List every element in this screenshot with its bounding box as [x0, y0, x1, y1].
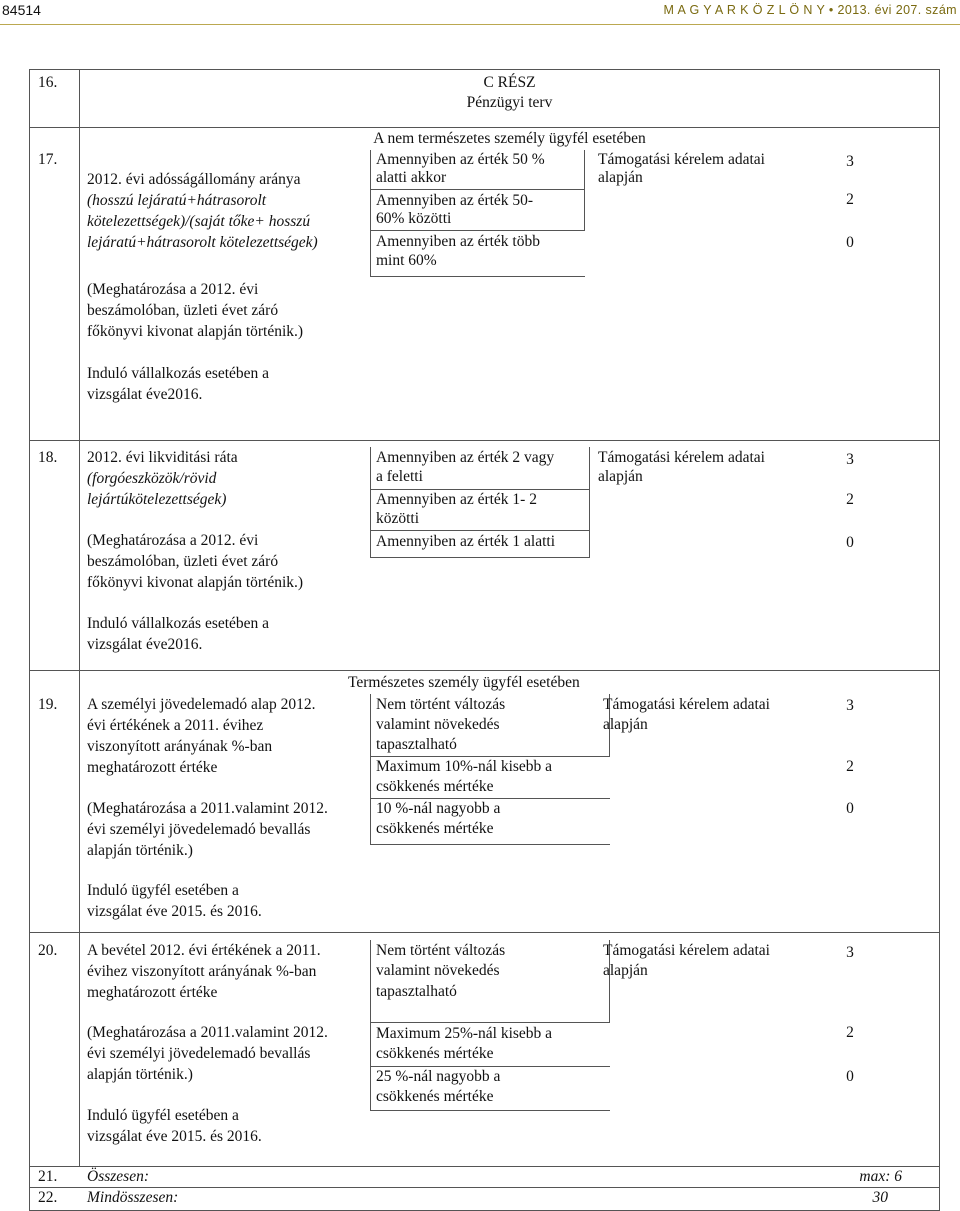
- row-number: 21.: [38, 1168, 58, 1185]
- running-title: M A G Y A R K Ö Z L Ö N Y • 2013. évi 207. szám: [663, 3, 957, 17]
- condition-line: Amennyiben az érték 2 vagy: [376, 449, 555, 466]
- criterion-line: (Meghatározása a 2012. évi: [87, 532, 259, 549]
- score: 3: [846, 153, 854, 170]
- basis-line: alapján: [603, 962, 648, 979]
- score: 0: [846, 1068, 854, 1085]
- basis-line: alapján: [598, 468, 643, 485]
- row-number: 18.: [38, 449, 58, 466]
- score: 3: [846, 451, 854, 468]
- criterion-line: vizsgálat éve 2015. és 2016.: [87, 903, 262, 920]
- condition-line: Maximum 25%-nál kisebb a: [376, 1025, 553, 1042]
- condition-line: Amennyiben az érték több: [376, 233, 540, 250]
- criterion-line: évihez viszonyított arányának %-ban: [87, 963, 317, 980]
- row-number: 16.: [38, 74, 58, 91]
- criterion-line: (hosszú lejáratú+hátrasorolt: [87, 192, 267, 209]
- header-rule: [0, 24, 960, 25]
- row-number: 22.: [38, 1189, 58, 1206]
- page-header: [0, 0, 960, 24]
- score: 2: [846, 191, 854, 208]
- criterion-line: alapján történik.): [87, 842, 193, 859]
- basis-line: Támogatási kérelem adatai: [598, 449, 765, 466]
- condition-line: Nem történt változás: [376, 942, 506, 959]
- criterion-line: vizsgálat éve2016.: [87, 636, 203, 653]
- condition-line: valamint növekedés: [376, 962, 500, 979]
- criterion-line: főkönyvi kivonat alapján történik.): [87, 323, 304, 340]
- condition-line: csökkenés mértéke: [376, 778, 494, 795]
- score: 2: [846, 758, 854, 775]
- criterion-line: (Meghatározása a 2012. évi: [87, 281, 259, 298]
- criterion-line: Induló vállalkozás esetében a: [87, 365, 270, 382]
- basis-line: Támogatási kérelem adatai: [603, 696, 770, 713]
- grand-total-label: Mindösszesen:: [87, 1189, 179, 1206]
- criterion-line: meghatározott értéke: [87, 759, 218, 776]
- grand-total-value: 30: [872, 1189, 888, 1206]
- criterion-line: főkönyvi kivonat alapján történik.): [87, 574, 304, 591]
- condition-line: Amennyiben az érték 1 alatti: [376, 533, 556, 550]
- condition-line: Nem történt változás: [376, 696, 506, 713]
- score: 3: [846, 697, 854, 714]
- criterion-line: 2012. évi adósságállomány aránya: [87, 171, 301, 188]
- condition-line: alatti akkor: [376, 169, 447, 186]
- condition-line: Maximum 10%-nál kisebb a: [376, 758, 553, 775]
- condition-line: valamint növekedés: [376, 716, 500, 733]
- basis-line: alapján: [598, 169, 643, 186]
- condition-line: tapasztalható: [376, 983, 457, 1000]
- score: 0: [846, 800, 854, 817]
- group-heading: A nem természetes személy ügyfél esetében: [373, 130, 646, 147]
- condition-line: tapasztalható: [376, 736, 457, 753]
- criterion-line: Induló vállalkozás esetében a: [87, 615, 270, 632]
- score: 0: [846, 234, 854, 251]
- criterion-line: Induló ügyfél esetében a: [87, 1107, 239, 1124]
- total-value: max: 6: [859, 1168, 902, 1185]
- criterion-line: lejáratú+hátrasorolt kötelezettségek): [87, 234, 318, 251]
- basis-line: alapján: [603, 716, 648, 733]
- criterion-line: 2012. évi likviditási ráta: [87, 449, 238, 466]
- criterion-line: évi személyi jövedelemadó bevallás: [87, 821, 311, 838]
- criterion-line: A bevétel 2012. évi értékének a 2011.: [87, 942, 321, 959]
- basis-line: Támogatási kérelem adatai: [603, 942, 770, 959]
- criterion-line: vizsgálat éve 2015. és 2016.: [87, 1128, 262, 1145]
- condition-line: közötti: [376, 510, 420, 527]
- basis-line: Támogatási kérelem adatai: [598, 151, 765, 168]
- row-number: 19.: [38, 696, 58, 713]
- criterion-line: évi személyi jövedelemadó bevallás: [87, 1045, 311, 1062]
- row-number: 17.: [38, 151, 58, 168]
- condition-line: 60% közötti: [376, 210, 452, 227]
- row-number: 20.: [38, 942, 58, 959]
- criterion-line: (Meghatározása a 2011.valamint 2012.: [87, 1024, 328, 1041]
- criterion-line: alapján történik.): [87, 1066, 193, 1083]
- condition-line: 25 %-nál nagyobb a: [376, 1068, 501, 1085]
- criterion-line: (forgóeszközök/rövid: [87, 470, 217, 487]
- condition-line: Amennyiben az érték 1- 2: [376, 491, 537, 508]
- condition-line: Amennyiben az érték 50 %: [376, 151, 545, 168]
- score: 3: [846, 944, 854, 961]
- criterion-line: meghatározott értéke: [87, 984, 218, 1001]
- criterion-line: lejártúkötelezettségek): [87, 491, 227, 508]
- criterion-line: beszámolóban, üzleti évet záró: [87, 553, 279, 570]
- page-number: 84514: [2, 2, 41, 18]
- score: 0: [846, 534, 854, 551]
- condition-line: csökkenés mértéke: [376, 1045, 494, 1062]
- criterion-line: (Meghatározása a 2011.valamint 2012.: [87, 800, 328, 817]
- condition-line: csökkenés mértéke: [376, 1088, 494, 1105]
- score: 2: [846, 1024, 854, 1041]
- criterion-line: beszámolóban, üzleti évet záró: [87, 302, 279, 319]
- criterion-line: évi értékének a 2011. évihez: [87, 717, 264, 734]
- criterion-line: kötelezettségek)/(saját tőke+ hosszú: [87, 213, 311, 230]
- condition-line: Amennyiben az érték 50-: [376, 192, 534, 209]
- criterion-line: vizsgálat éve2016.: [87, 386, 203, 403]
- section-title: C RÉSZ: [483, 74, 536, 91]
- condition-line: mint 60%: [376, 252, 437, 269]
- condition-line: 10 %-nál nagyobb a: [376, 800, 501, 817]
- criterion-line: Induló ügyfél esetében a: [87, 882, 239, 899]
- criterion-line: A személyi jövedelemadó alap 2012.: [87, 696, 316, 713]
- section-subtitle: Pénzügyi terv: [466, 94, 553, 111]
- criterion-line: viszonyított arányának %-ban: [87, 738, 273, 755]
- score: 2: [846, 491, 854, 508]
- group-heading: Természetes személy ügyfél esetében: [348, 674, 580, 691]
- total-label: Összesen:: [87, 1168, 149, 1185]
- condition-line: csökkenés mértéke: [376, 820, 494, 837]
- condition-line: a feletti: [376, 468, 423, 485]
